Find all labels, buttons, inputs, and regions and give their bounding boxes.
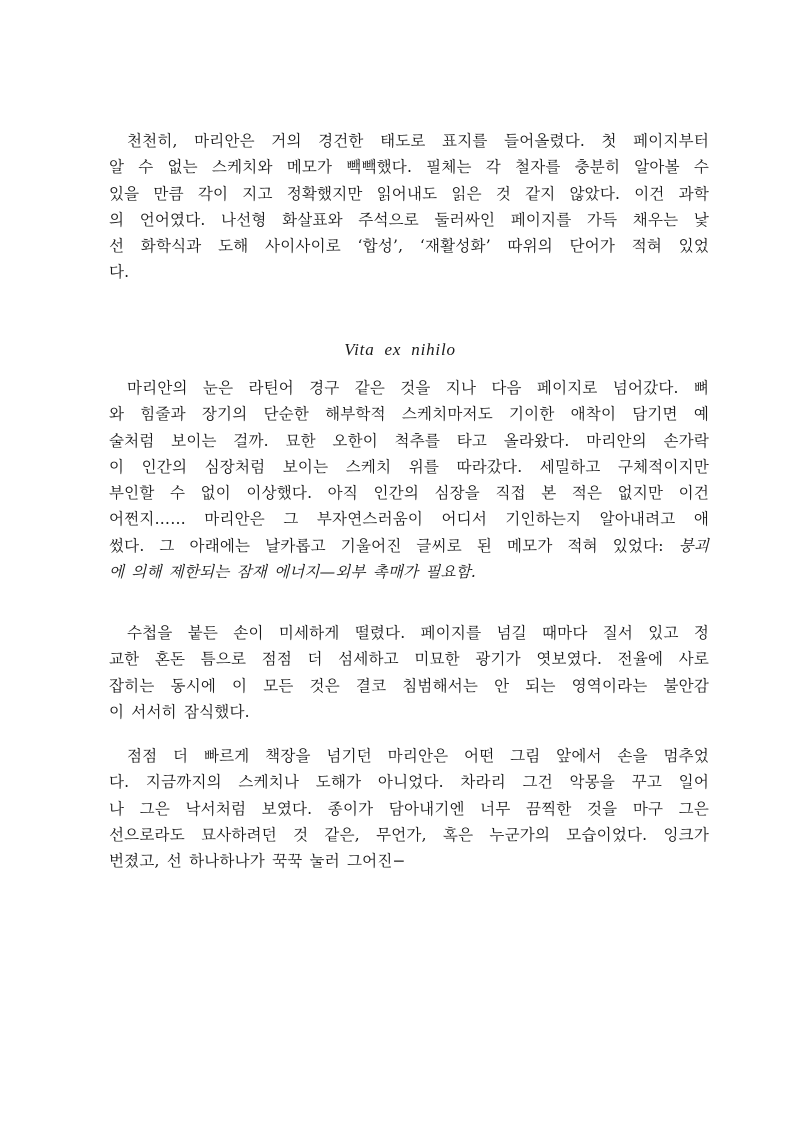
text-line: 의 언어였다. 나선형 화살표와 주석으로 둘러싸인 페이지를 가득 채우는 낯 xyxy=(109,210,709,229)
text-line: 번졌고, 선 하나하나가 꾹꾹 눌러 그어진− xyxy=(109,852,406,871)
italic-note-start: 붕괴 xyxy=(678,536,709,555)
paragraph-1 xyxy=(109,128,709,286)
text-line: 알 수 없는 스케치와 메모가 빽빽했다. 필체는 각 철자를 충분히 알아볼 수 xyxy=(109,158,709,177)
text-line: 와 힘줄과 장기의 단순한 해부학적 스케치마저도 기이한 애착이 담기면 예 xyxy=(109,405,709,424)
text-line: 수첩을 붙든 손이 미세하게 떨렸다. 페이지를 넘길 때마다 질서 있고 정 xyxy=(127,624,709,642)
text-line-body: 썼다. 그 아래에는 날카롭고 기울어진 글씨로 된 메모가 적혀 있었다: xyxy=(109,536,679,555)
paragraph-3 xyxy=(109,620,709,725)
text-line: 있을 만큼 각이 지고 정확했지만 읽어내도 읽은 것 같지 않았다. 이건 과학 xyxy=(109,184,709,203)
text-line: 다. 지금까지의 스케치나 도해가 아니었다. 차라리 그건 악몽을 꾸고 일어 xyxy=(109,773,709,792)
text-line: 선으로라도 묘사하려던 것 같은, 무언가, 혹은 누군가의 모습이었다. 잉크가 xyxy=(109,825,709,844)
paragraph-4 xyxy=(109,743,709,874)
text-line: 선 화학식과 도해 사이사이로 ‘합성’, ‘재활성화’ 따위의 단어가 적혀 있었 xyxy=(109,237,709,256)
text-line: 이 서서히 잠식했다. xyxy=(109,702,250,721)
text-line: 천천히, 마리안은 거의 경건한 태도로 표지를 들어올렸다. 첫 페이지부터 xyxy=(127,132,709,150)
text-line xyxy=(109,533,709,559)
text-line: 다. xyxy=(109,263,130,282)
text-line: 술처럼 보이는 걸까. 묘한 오한이 척추를 타고 올라왔다. 마리안의 손가락 xyxy=(109,431,709,450)
text-line: 이 인간의 심장처럼 보이는 스케치 위를 따라갔다. 세밀하고 구체적이지만 xyxy=(109,457,709,476)
paragraph-2 xyxy=(109,375,709,585)
text-line: 나 그은 낙서처럼 보였다. 종이가 담아내기엔 너무 끔찍한 것을 마구 그은 xyxy=(109,799,709,818)
text-line: 교한 혼돈 틈으로 점점 더 섬세하고 미묘한 광기가 엿보였다. 전율에 사로 xyxy=(109,650,709,669)
italic-note-line: 에 의해 제한되는 잠재 에너지—외부 촉매가 필요함. xyxy=(109,563,477,582)
text-line: 마리안의 눈은 라틴어 경구 같은 것을 지나 다음 페이지로 넘어갔다. 뼈 xyxy=(127,379,709,397)
text-line: 잡히는 동시에 이 모든 것은 결코 침범해서는 안 되는 영역이라는 불안감 xyxy=(109,676,709,695)
latin-epigraph: Vita ex nihilo xyxy=(344,340,456,359)
text-line: 부인할 수 없이 이상했다. 아직 인간의 심장을 직접 본 적은 없지만 이건 xyxy=(109,484,709,503)
text-line: 점점 더 빠르게 책장을 넘기던 마리안은 어떤 그림 앞에서 손을 멈추었 xyxy=(127,747,709,765)
text-line: 어쩐지…… 마리안은 그 부자연스러움이 어디서 기인하는지 알아내려고 애 xyxy=(109,510,709,529)
